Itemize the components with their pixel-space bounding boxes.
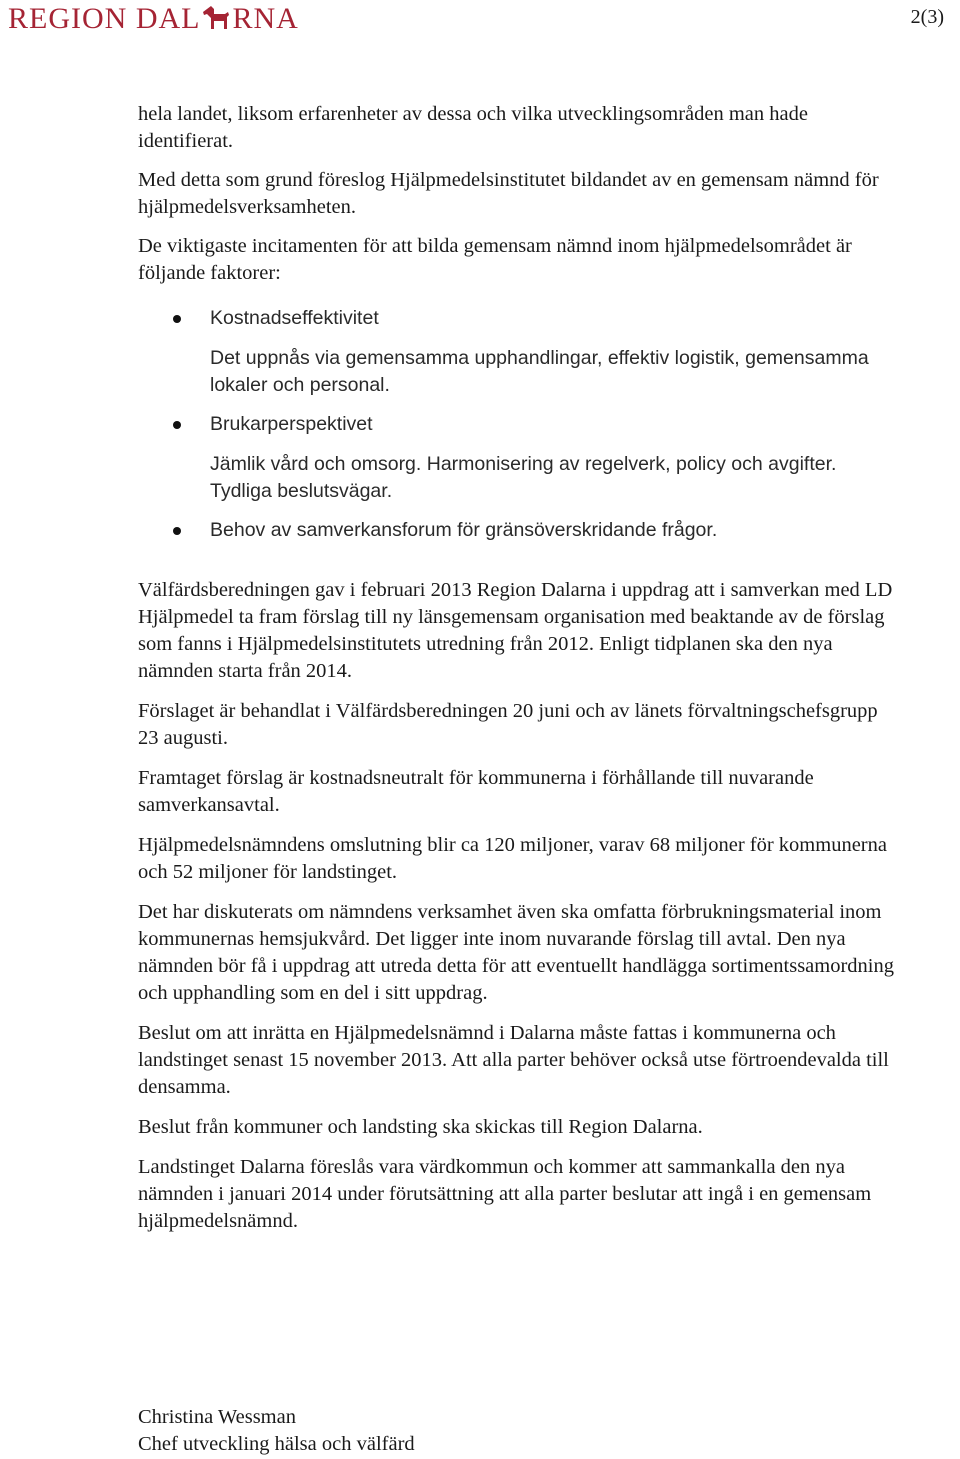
- intro-paragraph-1: hela landet, liksom erfarenheter av dessa och vilka utvecklingsområden man hade identifierat.: [138, 103, 808, 152]
- signature-block: [138, 1404, 415, 1458]
- body-paragraph: Hjälpmedelsnämndens omslutning blir ca 120 miljoner, varav 68 miljoner för kommunerna och 52 miljoner för landstinget.: [138, 834, 887, 883]
- body-paragraph: Beslut om att inrätta en Hjälpmedelsnämnd i Dalarna måste fattas i kommunerna och landstinget senast 15 november 2013. Att alla parter behöver också utse förtroendevalda till densamma.: [138, 1022, 889, 1098]
- body-paragraph: Landstinget Dalarna föreslås vara värdkommun och kommer att sammankalla den nya nämnden i januari 2014 under förutsättning att alla parter beslutar att ingå i en gemensam hjälpmedelsnämnd.: [138, 1156, 872, 1232]
- intro-paragraph-2: Med detta som grund föreslog Hjälpmedelsinstitutet bildandet av en gemensam nämnd för hjälpmedelsverksamheten.: [138, 169, 879, 218]
- dala-horse-icon: [201, 5, 231, 31]
- body-section: [138, 577, 898, 1235]
- list-item: [210, 305, 898, 399]
- document-body: [138, 101, 898, 1235]
- logo-text-part2: RNA: [232, 2, 299, 35]
- list-item: [210, 411, 898, 505]
- page-number: 2(3): [910, 6, 944, 28]
- bullet-icon: [173, 421, 181, 429]
- bullet-title: Brukarperspektivet: [210, 413, 373, 435]
- bullet-title: Kostnadseffektivitet: [210, 307, 379, 329]
- body-paragraph: Det har diskuterats om nämndens verksamhet även ska omfatta förbrukningsmaterial inom kommunernas hemsjukvård. Det ligger inte inom nuvarande förslag till avtal. Den nya nämnden bör få i uppdrag att utreda detta för att eventuellt handlägga sortimentssamordning och upphandling som en del i sitt uppdrag.: [138, 901, 894, 1004]
- logo-text-part1: REGION DAL: [8, 2, 201, 35]
- bullet-icon: [173, 527, 181, 535]
- body-paragraph: Beslut från kommuner och landsting ska skickas till Region Dalarna.: [138, 1116, 703, 1138]
- signature-name: Christina Wessman: [138, 1406, 296, 1428]
- incentives-list: [138, 305, 898, 544]
- bullet-description: Jämlik vård och omsorg. Harmonisering av regelverk, policy och avgifter. Tydliga beslutsvägar.: [210, 453, 837, 502]
- region-dalarna-logo: [8, 2, 299, 36]
- intro-paragraph-3: De viktigaste incitamenten för att bilda gemensam nämnd inom hjälpmedelsområdet är följande faktorer:: [138, 235, 852, 284]
- body-paragraph: Välfärdsberedningen gav i februari 2013 Region Dalarna i uppdrag att i samverkan med LD Hjälpmedel ta fram förslag till ny länsgemensam organisation med beaktande av de förslag som fanns i Hjälpmedelsinstitutets utredning från 2012. Enligt tidplanen ska den nya nämnden starta från 2014.: [138, 579, 893, 682]
- bullet-description: Det uppnås via gemensamma upphandlingar, effektiv logistik, gemensamma lokaler och personal.: [210, 347, 869, 396]
- bullet-icon: [173, 315, 181, 323]
- bullet-title: Behov av samverkansforum för gränsöverskridande frågor.: [210, 519, 718, 541]
- list-item: [210, 517, 898, 544]
- body-paragraph: Framtaget förslag är kostnadsneutralt för kommunerna i förhållande till nuvarande samverkansavtal.: [138, 767, 814, 816]
- signature-title: Chef utveckling hälsa och välfärd: [138, 1433, 415, 1455]
- body-paragraph: Förslaget är behandlat i Välfärdsberedningen 20 juni och av länets förvaltningschefsgrupp 23 augusti.: [138, 700, 878, 749]
